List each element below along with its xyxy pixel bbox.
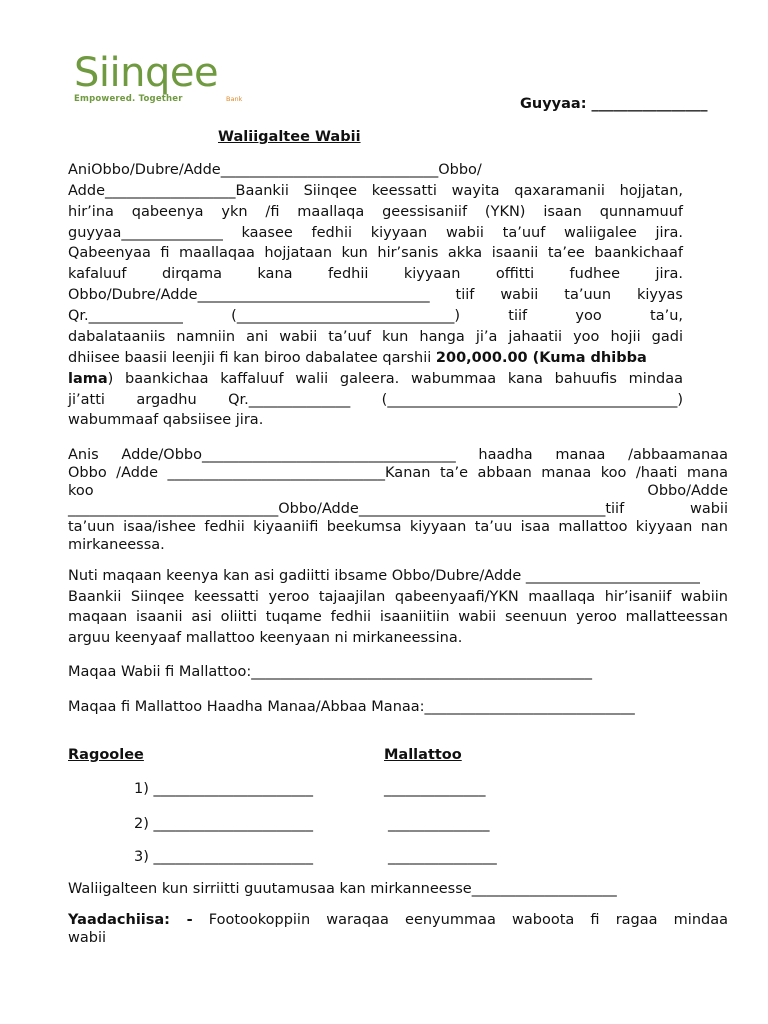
spouse-name-sign: Maqaa fi Mallattoo Haadha Manaa/Abbaa Manaa:_____________________________	[68, 699, 635, 715]
witness-sign-3: _______________	[388, 849, 497, 865]
p3-line-3: maqaan isaanii asi oliitti tuqame fedhii isaaniitiin wabii seenuun yeroo mallatteessan	[68, 609, 728, 625]
p1-line-4: guyyaa______________ kaasee fedhii kiyyaan wabii ta’uuf waliigalee jira.	[68, 225, 683, 241]
note-line-1	[68, 912, 728, 928]
p1-line-2: Adde__________________Baankii Siinqee keessatti wayita qaxaramanii hojjatan,	[68, 183, 683, 199]
guarantor-name-sign: Maqaa Wabii fi Mallattoo:_______________________________________________	[68, 664, 592, 680]
logo-bank-label: Bank	[226, 95, 243, 103]
signature-heading: Mallattoo	[384, 747, 462, 763]
note-line-2: wabii	[68, 930, 107, 946]
p1-line-1: AniObbo/Dubre/Adde______________________________Obbo/	[68, 162, 482, 178]
p1-line-13: wabummaaf qabsiisee jira.	[68, 412, 264, 428]
closing-confirmation: Waliigalteen kun sirriitti guutamusaa kan mirkanneesse____________________	[68, 881, 617, 897]
witness-sign-2: ______________	[388, 816, 490, 832]
p2-line-5: ta’uun isaa/ishee fedhii kiyaaniifi beekumsa kiyyaan ta’uu isaa mallattoo kiyyaan nan	[68, 519, 728, 535]
p1-line-9: dabalataaniis namniin ani wabii ta’uuf kun hanga ji’a jahaatii yoo hojii gadi	[68, 329, 683, 345]
p1-line-7: Obbo/Dubre/Adde________________________________ tiif wabii ta’uun kiyyas	[68, 287, 683, 303]
page-title: Waliigaltee Wabii	[218, 129, 361, 145]
p1-line-3: hir’ina qabeenya ykn /fi maallaqa geessisaniif (YKN) isaan qunnamuuf	[68, 204, 683, 220]
logo-wordmark: Siinqee	[74, 50, 219, 96]
witness-row-3: 3) ______________________	[134, 849, 313, 865]
p1-line-11-text: ) baankichaa kaffaluuf walii galeera. wabummaa kana bahuufis mindaa	[107, 371, 683, 387]
witness-heading: Ragoolee	[68, 747, 144, 763]
p2-line-3: koo Obbo/Adde	[68, 483, 728, 499]
note-text: Footookoppiin waraqaa eenyummaa waboota fi ragaa mindaa	[192, 912, 728, 928]
p2-line-6: mirkaneessa.	[68, 537, 165, 553]
witness-row-1: 1) ______________________	[134, 781, 313, 797]
date-field: Guyyaa: ________________	[520, 96, 708, 112]
p2-line-1: Anis Adde/Obbo___________________________________ haadha manaa /abbaamanaa	[68, 447, 728, 463]
logo-tagline: Empowered. Together	[74, 94, 183, 104]
p1-line-5: Qabeenyaa fi maallaqaa hojjataan kun hir’sanis akka isaanii ta’ee baankichaaf	[68, 245, 683, 261]
p1-amount: 200,000.00 (Kuma dhibba	[435, 350, 647, 366]
p3-line-1: Nuti maqaan keenya kan asi gadiitti ibsame Obbo/Dubre/Adde ________________________	[68, 568, 700, 584]
note-label: Yaadachiisa: -	[68, 912, 193, 928]
p1-line-6: kafaluuf dirqama kana fedhii kiyyaan offitti fudhee jira.	[68, 266, 683, 282]
p2-line-2: Obbo /Adde ______________________________Kanan ta’e abbaan manaa koo /haati mana	[68, 465, 728, 481]
p1-line-8: Qr._____________ (______________________________) tiif yoo ta’u,	[68, 308, 683, 324]
p1-line-11	[68, 371, 683, 387]
p2-line-4: _____________________________Obbo/Adde__________________________________tiif wabii	[68, 501, 728, 517]
p1-line-10-text: dhiisee baasii leenjii fi kan biroo dabalatee qarshii	[68, 350, 436, 366]
p3-line-2: Baankii Siinqee keessatti yeroo tajaajilan qabeenyaafi/YKN maallaqa hir’isaniif wabiin	[68, 589, 728, 605]
witness-row-2: 2) ______________________	[134, 816, 313, 832]
p1-line-12: ji’atti argadhu Qr.______________ (________________________________________)	[68, 392, 683, 408]
p1-amount-cont: lama	[68, 371, 108, 387]
p3-line-4: arguu keenyaaf mallattoo keenyaan ni mirkaneessina.	[68, 630, 463, 646]
p1-line-10	[68, 350, 683, 366]
bank-logo	[74, 52, 254, 108]
witness-sign-1: ______________	[384, 781, 486, 797]
